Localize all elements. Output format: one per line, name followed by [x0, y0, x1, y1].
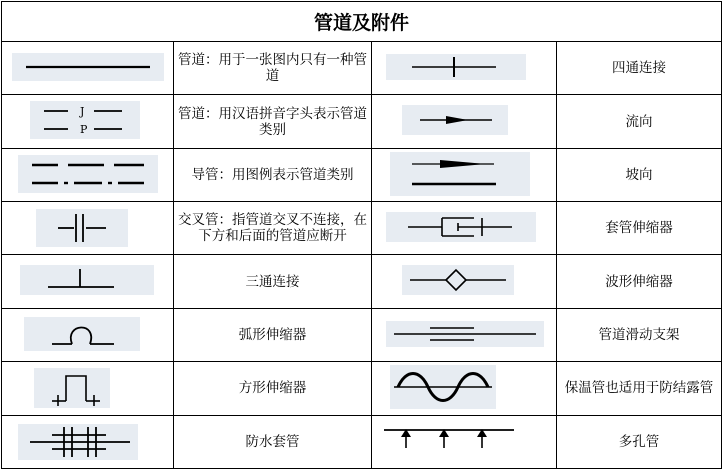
description-cell: 坡向	[557, 148, 722, 201]
table-title: 管道及附件	[2, 2, 722, 42]
table-row	[2, 362, 722, 415]
symbol-cell	[2, 415, 174, 468]
symbol-cell	[372, 415, 557, 468]
description-cell: 三通连接	[174, 255, 372, 308]
table-row	[2, 308, 722, 361]
pipe-label-p: P	[80, 123, 88, 137]
corrugated-expansion-joint-icon	[402, 265, 514, 295]
symbol-cell	[372, 148, 557, 201]
symbol-cell	[2, 148, 174, 201]
description-cell: 管道：用汉语拼音字头表示管道类别	[174, 95, 372, 148]
pipe-crossing-icon	[36, 209, 128, 247]
table-row	[2, 95, 722, 148]
insulated-pipe-icon	[390, 365, 496, 409]
flow-direction-icon	[402, 105, 508, 135]
symbol-cell	[2, 95, 174, 148]
symbol-cell	[372, 362, 557, 415]
pipe-letter-code-icon	[30, 101, 140, 139]
table-row	[2, 415, 722, 468]
symbol-cell	[2, 42, 174, 95]
symbol-cell	[372, 255, 557, 308]
table-row	[2, 148, 722, 201]
description-cell: 流向	[557, 95, 722, 148]
symbol-cell	[372, 202, 557, 255]
description-cell: 防水套管	[174, 415, 372, 468]
description-cell: 保温管也适用于防结露管	[557, 362, 722, 415]
description-cell: 套管伸缩器	[557, 202, 722, 255]
sleeve-expansion-joint-icon	[386, 212, 536, 242]
sliding-support-icon	[386, 321, 544, 347]
description-cell: 管道滑动支架	[557, 308, 722, 361]
description-cell: 交叉管：指管道交叉不连接，在下方和后面的管道应断开	[174, 202, 372, 255]
table-row	[2, 42, 722, 95]
pipe-label-j: J	[80, 105, 85, 119]
symbol-cell	[2, 362, 174, 415]
description-cell: 波形伸缩器	[557, 255, 722, 308]
description-cell: 弧形伸缩器	[174, 308, 372, 361]
symbol-cell	[2, 308, 174, 361]
pipe-legend-table	[1, 1, 722, 469]
square-expansion-joint-icon	[34, 368, 110, 408]
description-cell: 管道：用于一张图内只有一种管道	[174, 42, 372, 95]
description-cell: 四通连接	[557, 42, 722, 95]
tee-connection-icon	[20, 265, 154, 295]
description-cell: 多孔管	[557, 415, 722, 468]
pipe-line-icon	[12, 53, 164, 81]
waterproof-sleeve-icon	[18, 424, 138, 460]
slope-direction-icon	[390, 152, 530, 196]
perforated-pipe-icon	[382, 422, 516, 460]
pipe-dash-pattern-icon	[18, 155, 158, 193]
symbol-cell	[372, 95, 557, 148]
arc-expansion-joint-icon	[24, 317, 140, 351]
symbol-cell	[372, 42, 557, 95]
cross-connection-icon	[386, 54, 526, 80]
symbol-cell	[2, 255, 174, 308]
table-row	[2, 255, 722, 308]
symbol-cell	[2, 202, 174, 255]
table-row	[2, 202, 722, 255]
description-cell: 方形伸缩器	[174, 362, 372, 415]
symbol-cell	[372, 308, 557, 361]
description-cell: 导管：用图例表示管道类别	[174, 148, 372, 201]
